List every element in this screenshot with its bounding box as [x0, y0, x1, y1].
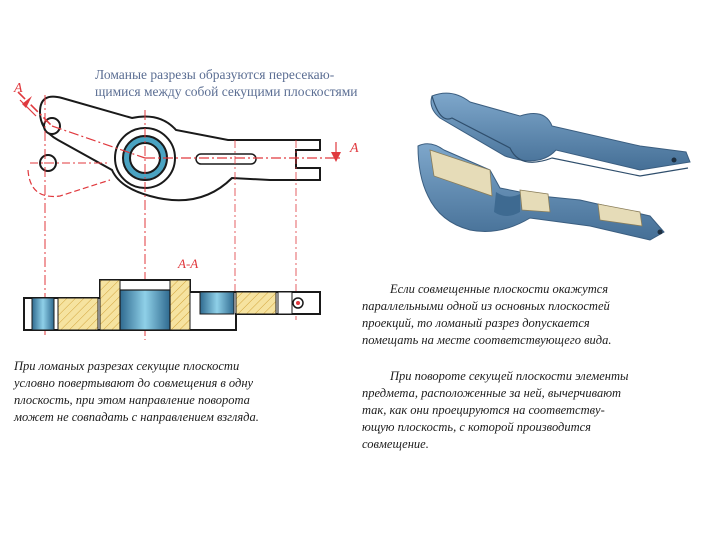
- lever-3d-model: [418, 93, 690, 240]
- caption-right-2-line: так, как они проецируются на соответству-: [362, 403, 605, 417]
- caption-right-2-line: предмета, расположенные за ней, вычерчивают: [362, 386, 622, 400]
- caption-right-1-line: проекций, то ломаный разрез допускается: [362, 316, 590, 330]
- title-line-2: щимися между собой секущими плоскостями: [95, 84, 358, 99]
- cut-label-top: A: [14, 81, 23, 96]
- caption-right-2-line: совмещение.: [362, 437, 429, 451]
- caption-right-1-line: параллельными одной из основных плоскостей: [362, 299, 610, 313]
- caption-right-1-line: помещать на месте соответствующего вида.: [362, 333, 612, 347]
- caption-right-1-line: Если совмещенные плоскости окажутся: [390, 282, 609, 296]
- caption-right-2-line: ющую плоскость, с которой производится: [362, 420, 591, 434]
- section-label: А-А: [178, 256, 199, 271]
- title-line-1: Ломаные разрезы образуются пересекаю-: [95, 67, 335, 82]
- caption-left-line: При ломаных разрезах секущие плоскости: [14, 359, 240, 373]
- caption-left-line: условно повертывают до совмещения в одну: [14, 376, 254, 390]
- caption-right-1: [362, 281, 702, 349]
- section-view: [24, 280, 320, 330]
- caption-right-2: [362, 368, 702, 453]
- cut-label-right: A: [350, 141, 359, 156]
- caption-left-line: может не совпадать с направлением взгляда.: [14, 410, 259, 424]
- caption-right-2-line: При повороте секущей плоскости элементы: [390, 369, 629, 383]
- caption-left: [14, 358, 354, 426]
- caption-left-line: плоскость, при этом направление поворота: [14, 393, 250, 407]
